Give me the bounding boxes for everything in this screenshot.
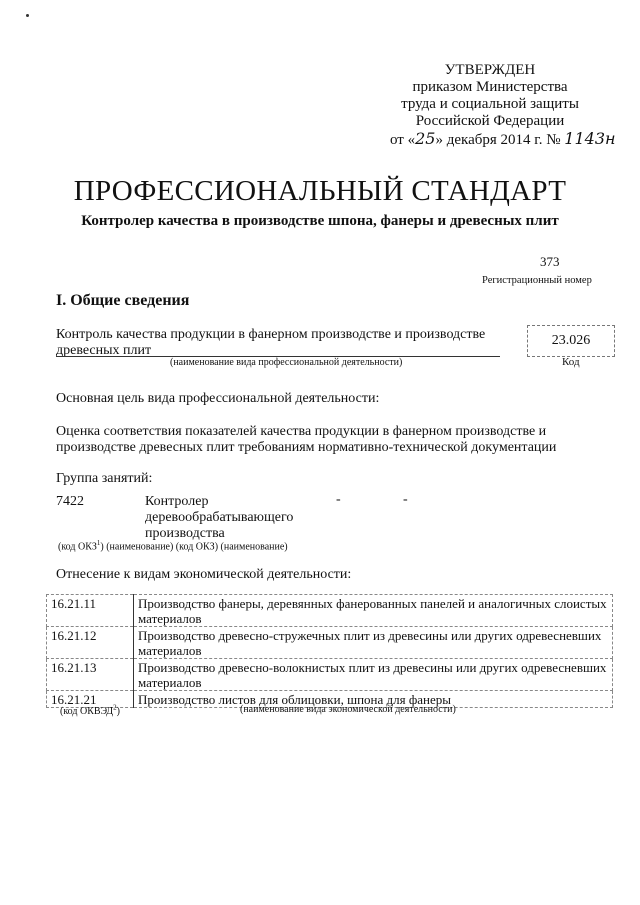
activity-code: 23.026: [527, 325, 615, 357]
registration-label: Регистрационный номер: [482, 275, 592, 286]
okved-name-note: (наименование вида экономической деятельности): [240, 704, 456, 715]
order-day-handwritten: 25: [415, 129, 436, 148]
document-subtitle: Контролер качества в производстве шпона, фанеры и древесных плит: [81, 213, 559, 229]
okved-name: Производство древесно-стружечных плит из древесины или других одревесневших материалов: [134, 627, 613, 659]
approval-heading: УТВЕРЖДЕН: [444, 62, 536, 78]
okved-label: Отнесение к видам экономической деятельности:: [56, 567, 352, 582]
order-number-handwritten: 1143н: [564, 129, 616, 148]
approval-stamp: [390, 62, 616, 149]
order-prefix: от «: [390, 132, 416, 148]
table-row: [47, 627, 613, 659]
activity-note: (наименование вида профессиональной деятельности): [170, 357, 403, 368]
document-title: ПРОФЕССИОНАЛЬНЫЙ СТАНДАРТ: [73, 175, 567, 207]
group-note-part1: (код ОКЗ: [58, 541, 97, 553]
goal-text: Оценка соответствия показателей качества продукции в фанерном производстве и производстве древесных плит требованиям нормативно-технической документации: [56, 424, 557, 455]
okved-name: Производство фанеры, деревянных фанерованных панелей и аналогичных слоистых материалов: [134, 595, 613, 627]
code-label: Код: [562, 356, 580, 368]
okved-code: 16.21.12: [47, 627, 134, 659]
group-note-part2: ) (наименование) (код ОКЗ) (наименование): [100, 541, 288, 553]
goal-label: Основная цель вида профессиональной деятельности:: [56, 391, 380, 406]
order-line: [390, 129, 616, 149]
okved-note-code: (код ОКВЭД: [60, 706, 114, 718]
registration-number: 373: [540, 254, 560, 269]
okved-code: 16.21.21: [47, 691, 134, 708]
table-row: [47, 595, 613, 627]
approval-line-1: приказом Министерства: [412, 79, 568, 95]
approval-line-2: труда и социальной защиты: [401, 96, 579, 112]
okved-code: 16.21.11: [47, 595, 134, 627]
okved-table: [46, 594, 613, 708]
section-title: I. Общие сведения: [56, 292, 190, 309]
order-mid: » декабря 2014 г. №: [435, 132, 561, 148]
group-code-2: -: [336, 492, 341, 507]
group-note: [58, 539, 288, 552]
group-code: 7422: [56, 494, 84, 509]
okved-name: Производство листов для облицовки, шпона для фанеры: [134, 691, 613, 708]
group-name: Контролер деревообрабатывающего производства: [145, 494, 294, 541]
okved-code-note: [60, 706, 120, 717]
okved-code: 16.21.13: [47, 659, 134, 691]
activity-name: Контроль качества продукции в фанерном производстве и производстве древесных плит: [56, 327, 486, 358]
okved-name: Производство древесно-волокнистых плит из древесины или других одревесневших материалов: [134, 659, 613, 691]
okved-note-sup: 2: [113, 704, 117, 712]
table-row: [47, 659, 613, 691]
group-label: Группа занятий:: [56, 471, 153, 486]
okved-notes: [60, 704, 456, 718]
scan-speck: [26, 14, 29, 17]
group-name-2: -: [403, 492, 408, 507]
group-note-sup: 1: [96, 539, 101, 547]
approval-line-3: Российской Федерации: [415, 113, 565, 129]
okved-note-close: ): [116, 706, 120, 718]
